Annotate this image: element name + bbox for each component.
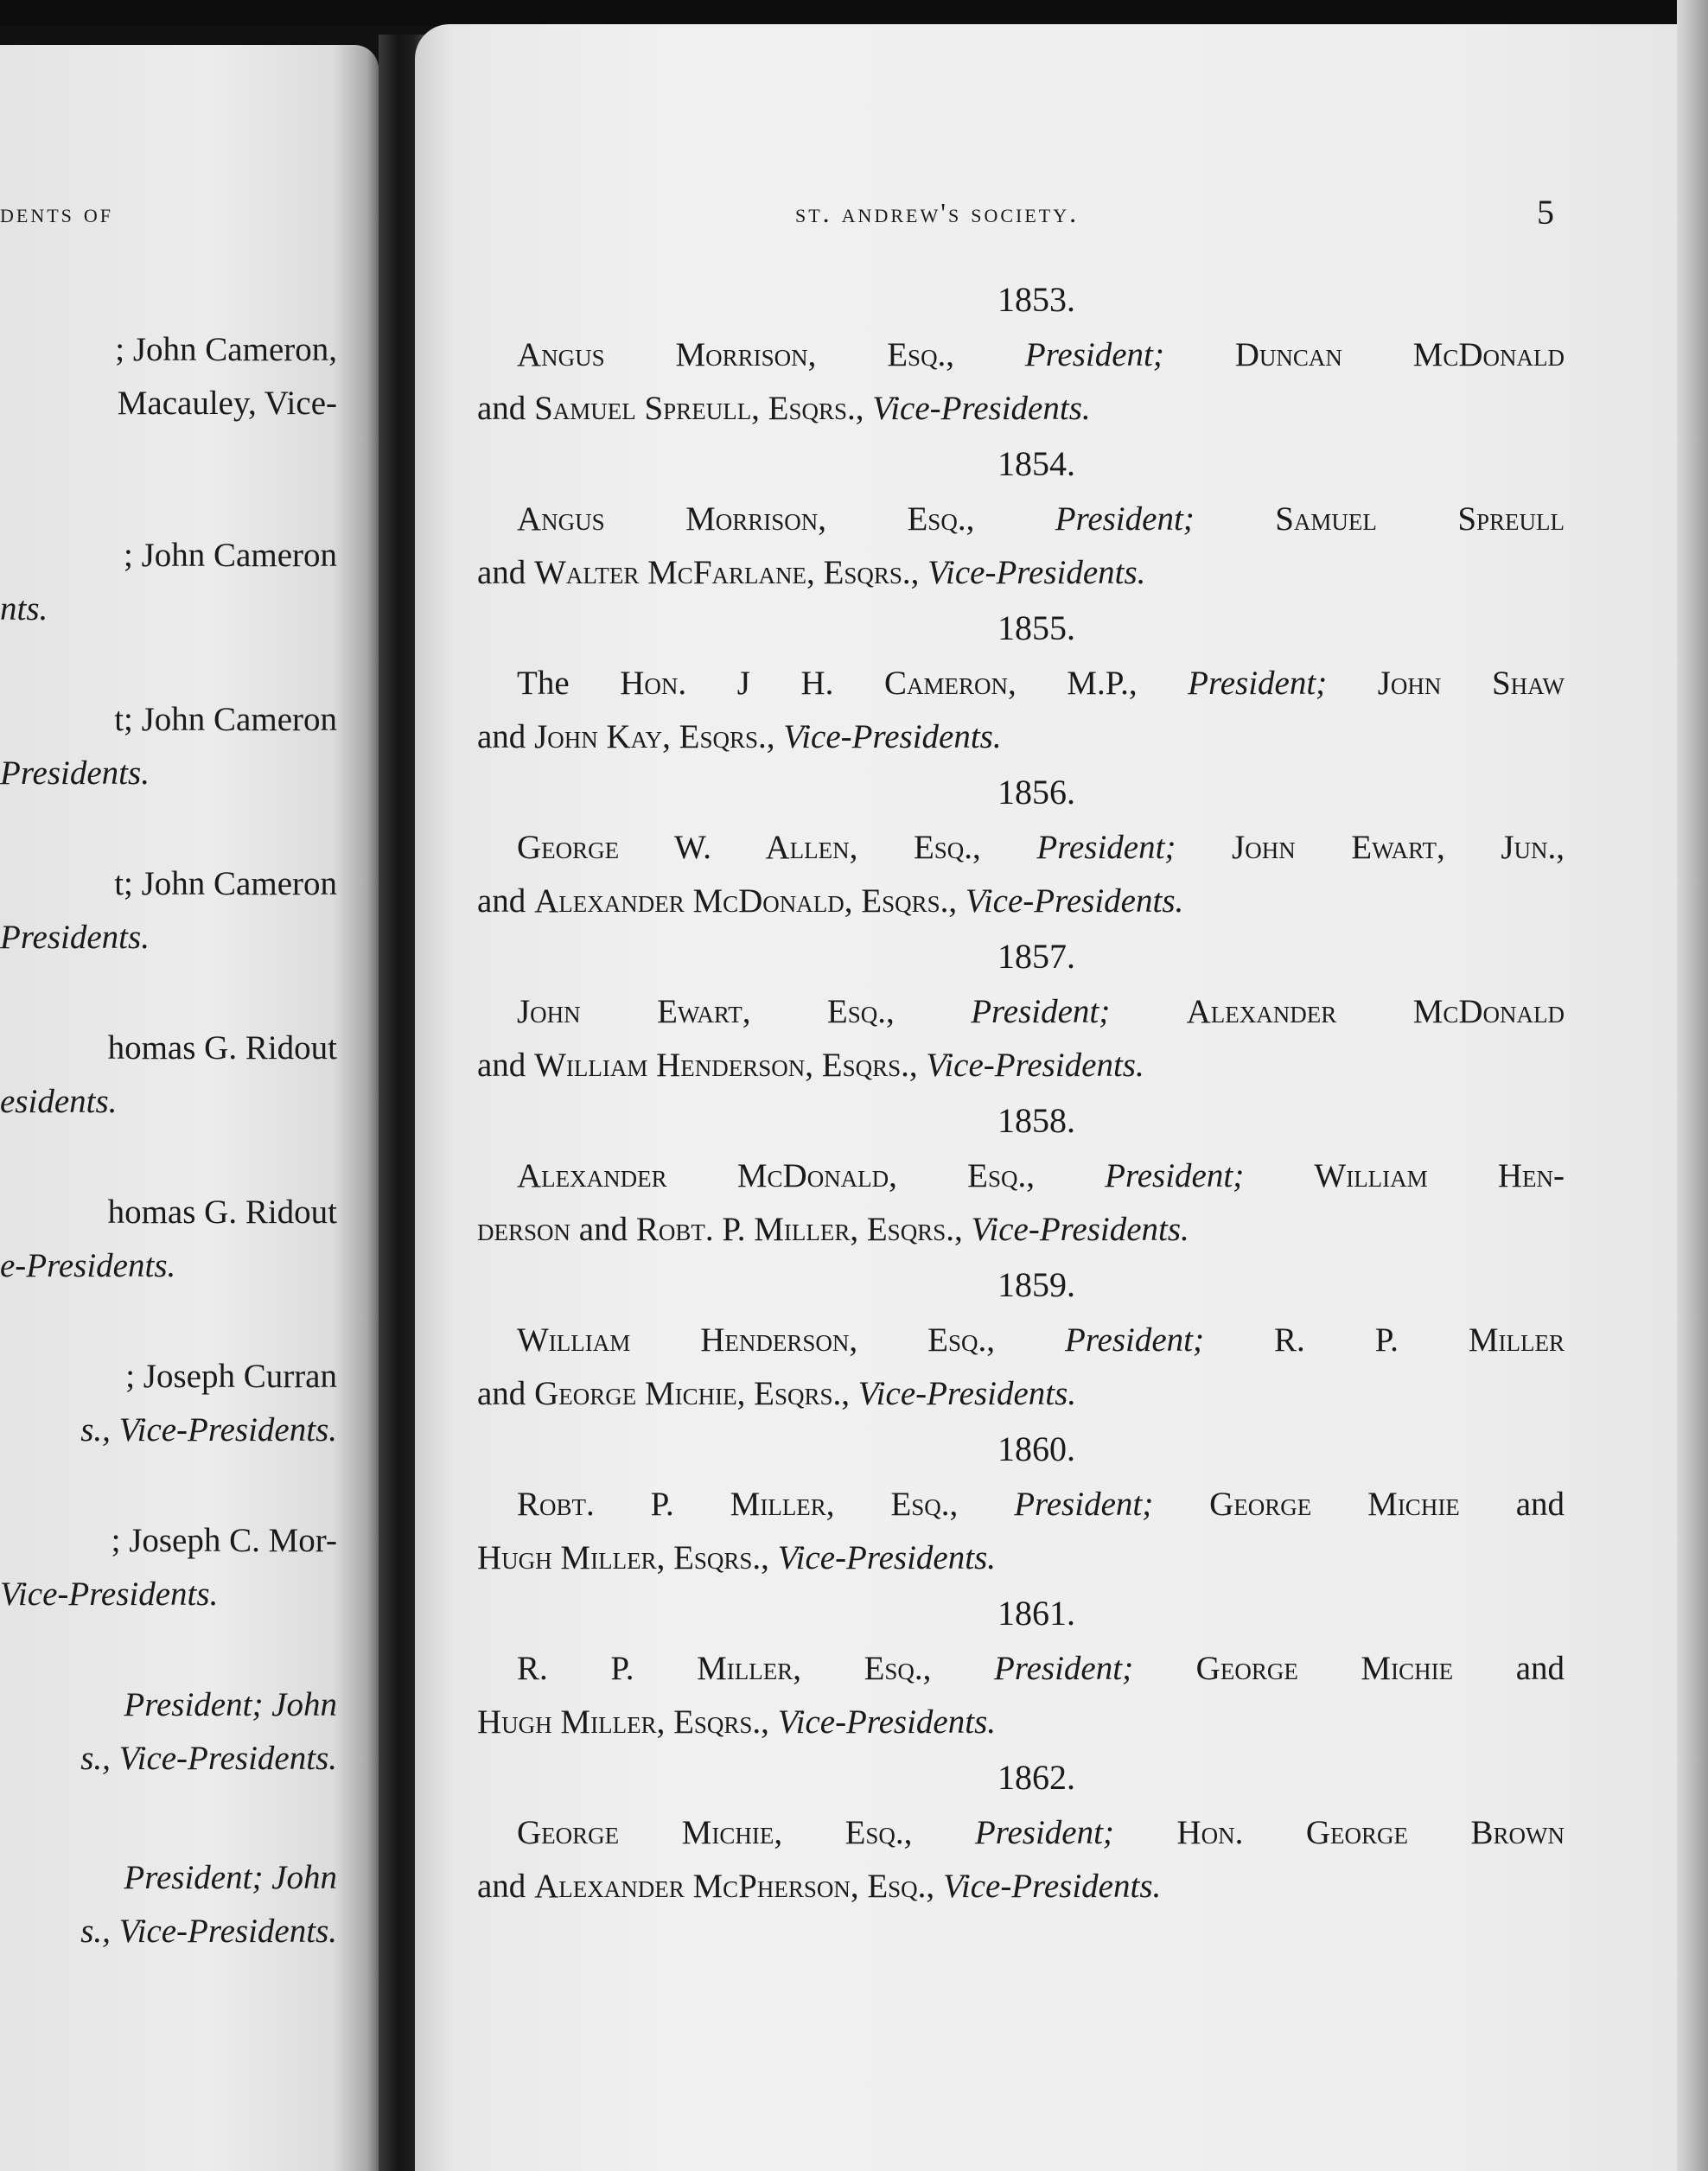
president-name: William Henderson, Esq., xyxy=(517,1321,996,1359)
page-edge xyxy=(1677,0,1708,2171)
left-fragment: Presidents. xyxy=(0,919,150,956)
left-fragment: President; John xyxy=(124,1686,337,1723)
vice-president-name: John Shaw xyxy=(1377,665,1565,702)
left-fragment: ; Joseph C. Mor- xyxy=(111,1522,337,1559)
vice-president-name: Walter McFarlane, Esqrs., xyxy=(534,554,920,591)
left-fragment: ; John Cameron xyxy=(124,537,337,574)
office-title: President; xyxy=(1055,500,1195,538)
entry-line xyxy=(477,1314,1565,1367)
vice-president-name: R. P. Miller xyxy=(1274,1321,1565,1359)
vice-president-name: Duncan McDonald xyxy=(1234,336,1565,373)
office-title: Vice-Presidents. xyxy=(857,1375,1077,1412)
year-entry xyxy=(477,1264,1565,1428)
left-fragment: e-Presidents. xyxy=(0,1247,176,1284)
entry-line xyxy=(477,1696,1565,1749)
left-fragment: Macauley, Vice- xyxy=(117,385,337,422)
year-heading: 1853. xyxy=(997,280,1075,319)
conjunction: and xyxy=(477,1047,526,1084)
vice-president-name: Alexander McDonald, Esqrs., xyxy=(534,882,958,920)
vice-president-name: Alexander McPherson, Esq., xyxy=(534,1868,935,1905)
entry-line xyxy=(477,710,1565,764)
office-title: President; xyxy=(1065,1321,1205,1359)
conjunction: and xyxy=(477,1868,526,1905)
left-running-head: dents of xyxy=(0,197,114,228)
year-entry xyxy=(477,1756,1565,1920)
president-name: Angus Morrison, Esq., xyxy=(517,500,975,538)
entry-line xyxy=(477,1039,1565,1092)
president-name: Angus Morrison, Esq., xyxy=(517,336,955,373)
office-title: Vice-Presidents. xyxy=(965,882,1184,920)
entry-line xyxy=(477,1860,1565,1913)
entry-line xyxy=(477,1149,1565,1203)
entry-line xyxy=(477,1806,1565,1860)
vice-president-name: derson xyxy=(477,1211,571,1248)
office-title: Vice-Presidents. xyxy=(777,1703,997,1741)
office-title: Vice-Presidents. xyxy=(872,390,1091,427)
conjunction: and xyxy=(477,1375,526,1412)
entry-line xyxy=(477,875,1565,928)
entry-line xyxy=(477,1531,1565,1585)
office-title: Vice-Presidents. xyxy=(777,1539,997,1576)
vice-president-name: George Michie xyxy=(1209,1486,1460,1523)
left-fragment: homas G. Ridout xyxy=(107,1194,337,1231)
left-fragment: t; John Cameron xyxy=(114,865,337,902)
left-fragment: nts. xyxy=(0,590,48,627)
entry-line xyxy=(477,493,1565,546)
office-title: President; xyxy=(971,993,1111,1030)
left-fragment: ; John Cameron, xyxy=(115,331,337,368)
year-heading: 1854. xyxy=(997,444,1075,483)
left-fragment: s., Vice-Presidents. xyxy=(80,1411,337,1448)
office-title: Vice-Presidents. xyxy=(927,554,1146,591)
year-heading: 1859. xyxy=(997,1265,1075,1304)
vice-president-name: Hugh Miller, Esqrs., xyxy=(477,1703,769,1741)
conjunction: and xyxy=(477,882,526,920)
entry-line xyxy=(477,1642,1565,1696)
president-name: Hon. J H. Cameron, M.P., xyxy=(620,665,1138,702)
year-entry xyxy=(477,771,1565,935)
year-heading: 1862. xyxy=(997,1758,1075,1797)
year-heading: 1855. xyxy=(997,608,1075,647)
entry-line xyxy=(477,985,1565,1039)
running-head: st. andrew's society. xyxy=(795,197,1080,228)
left-fragment: President; John xyxy=(124,1859,337,1896)
officer-list xyxy=(477,278,1565,1920)
left-page xyxy=(0,45,379,2171)
vice-president-name: Samuel Spreull xyxy=(1275,500,1565,538)
vice-president-name: William Hen- xyxy=(1314,1157,1565,1194)
year-heading: 1860. xyxy=(997,1429,1075,1468)
office-title: President; xyxy=(1014,1486,1154,1523)
left-fragment: homas G. Ridout xyxy=(107,1029,337,1066)
year-entry xyxy=(477,1099,1565,1264)
year-heading: 1856. xyxy=(997,773,1075,812)
entry-line xyxy=(477,1367,1565,1421)
office-title: Vice-Presidents. xyxy=(942,1868,1162,1905)
president-name: Robt. P. Miller, Esq., xyxy=(517,1486,959,1523)
vice-president-name: Hon. George Brown xyxy=(1176,1814,1565,1851)
left-fragment: Presidents. xyxy=(0,754,150,792)
president-name: George Michie, Esq., xyxy=(517,1814,913,1851)
year-heading: 1857. xyxy=(997,937,1075,976)
entry-line xyxy=(477,657,1565,710)
left-fragment: Vice-Presidents. xyxy=(0,1576,219,1613)
vice-president-name: William Henderson, Esqrs., xyxy=(534,1047,918,1084)
conjunction: and xyxy=(477,390,526,427)
vice-president-name: George Michie, Esqrs., xyxy=(534,1375,850,1412)
conjunction: and xyxy=(1515,1486,1565,1523)
office-title: Vice-Presidents. xyxy=(783,718,1002,755)
year-heading: 1861. xyxy=(997,1594,1075,1633)
vice-president-name: Robt. P. Miller, Esqrs., xyxy=(635,1211,963,1248)
conjunction: and xyxy=(1515,1650,1565,1687)
office-title: President; xyxy=(1024,336,1164,373)
year-heading: 1858. xyxy=(997,1101,1075,1140)
office-title: President; xyxy=(1188,665,1328,702)
year-entry xyxy=(477,278,1565,442)
entry-line xyxy=(477,1203,1565,1257)
president-name: Alexander McDonald, Esq., xyxy=(517,1157,1035,1194)
left-fragment: ; Joseph Curran xyxy=(125,1358,337,1395)
entry-line xyxy=(477,546,1565,600)
vice-president-name: John Ewart, Jun., xyxy=(1232,829,1565,866)
vice-president-name: Alexander McDonald xyxy=(1186,993,1565,1030)
office-title: President; xyxy=(1105,1157,1245,1194)
office-title: President; xyxy=(1036,829,1176,866)
conjunction: and xyxy=(477,554,526,591)
entry-line xyxy=(477,382,1565,436)
left-fragment: esidents. xyxy=(0,1083,118,1120)
office-title: Vice-Presidents. xyxy=(971,1211,1189,1248)
vice-president-name: Hugh Miller, Esqrs., xyxy=(477,1539,769,1576)
year-entry xyxy=(477,607,1565,771)
vice-president-name: George Michie xyxy=(1195,1650,1454,1687)
left-fragment: t; John Cameron xyxy=(114,701,337,738)
entry-line xyxy=(477,1478,1565,1531)
scan-border xyxy=(0,0,1708,26)
year-entry xyxy=(477,935,1565,1099)
vice-president-name: Samuel Spreull, Esqrs., xyxy=(534,390,864,427)
year-entry xyxy=(477,442,1565,607)
left-fragment: s., Vice-Presidents. xyxy=(80,1913,337,1950)
entry-line xyxy=(477,821,1565,875)
president-name: R. P. Miller, Esq., xyxy=(517,1650,932,1687)
conjunction: and xyxy=(477,718,526,755)
conjunction: and xyxy=(578,1211,628,1248)
president-name: John Ewart, Esq., xyxy=(517,993,895,1030)
vice-president-name: John Kay, Esqrs., xyxy=(534,718,775,755)
page-number: 5 xyxy=(1537,193,1554,232)
president-name: George W. Allen, Esq., xyxy=(517,829,981,866)
office-title: President; xyxy=(974,1814,1114,1851)
left-fragment: s., Vice-Presidents. xyxy=(80,1740,337,1777)
office-title: President; xyxy=(994,1650,1134,1687)
year-entry xyxy=(477,1592,1565,1756)
office-title: Vice-Presidents. xyxy=(926,1047,1144,1084)
year-entry xyxy=(477,1428,1565,1592)
entry-line xyxy=(477,328,1565,382)
article: The xyxy=(517,665,570,702)
